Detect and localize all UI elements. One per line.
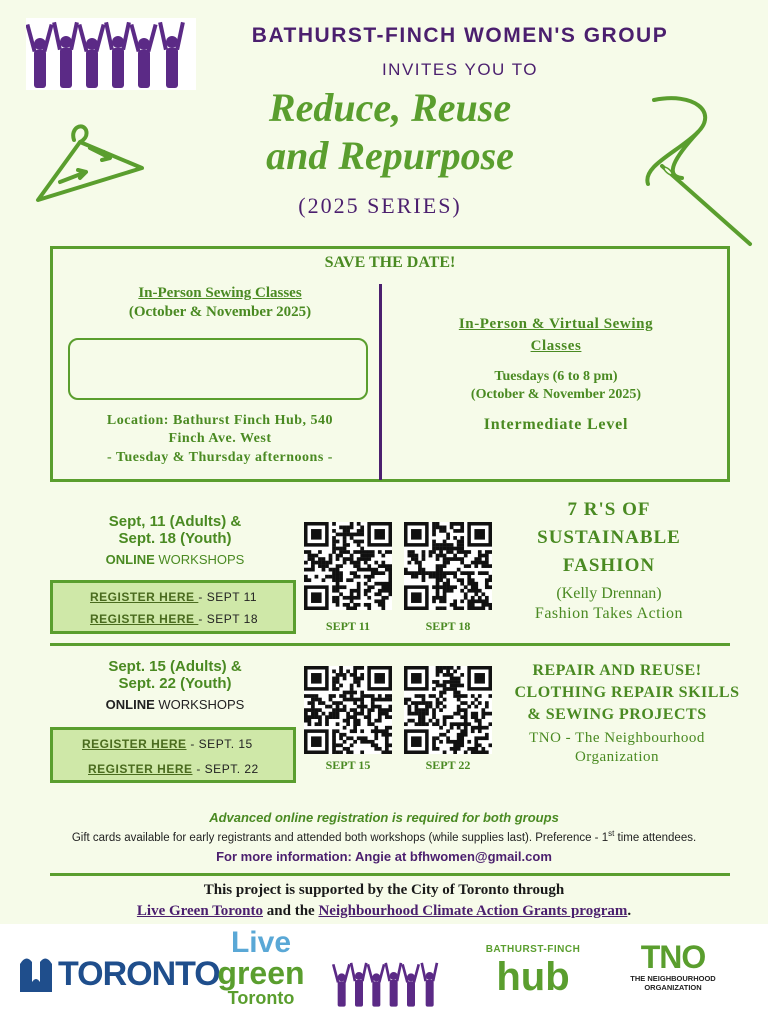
qr-code-sept11[interactable]	[304, 522, 392, 610]
toronto-city-hall-icon	[16, 950, 56, 994]
workshop1-topic-line3: FASHION	[562, 555, 656, 576]
gift-card-note-sup: st	[608, 829, 615, 838]
support-and: and the	[263, 903, 319, 919]
support-end: .	[627, 903, 632, 919]
toronto-logo-text: TORONTO	[58, 955, 220, 993]
in-person-classes-dates: (October & November 2025)	[128, 304, 312, 320]
tno-logo	[618, 940, 728, 992]
gift-card-note-a: Gift cards available for early registrants and attended both workshops (while supplies last). Preference - 1	[71, 831, 609, 844]
contact-info: For more information: Angie at bfhwomen@gmail.com	[216, 849, 552, 864]
live-green-logo	[196, 928, 326, 1008]
event-title-line1: Reduce, Reuse	[268, 85, 512, 130]
invites-text: INVITES YOU TO	[381, 60, 539, 79]
hub-logo-main: hub	[496, 955, 570, 999]
workshop2-topic-line1: REPAIR AND REUSE!	[532, 662, 702, 679]
register-sept18-button[interactable]	[90, 612, 258, 626]
workshop2-dates-line2: Sept. 22 (Youth)	[118, 675, 232, 692]
hanger-icon	[30, 118, 150, 210]
gift-card-note-b: time attendees.	[614, 831, 697, 844]
workshop2-topic-line2: CLOTHING REPAIR SKILLS	[514, 684, 740, 701]
live-green-toronto-link[interactable]: Live Green Toronto	[136, 903, 264, 919]
virtual-classes-title-line1: In-Person & Virtual Sewing	[458, 316, 654, 332]
live-green-live: Live	[230, 926, 292, 959]
workshop1-online-bold: ONLINE	[105, 552, 155, 567]
advanced-registration-note: Advanced online registration is required for both groups	[209, 810, 559, 825]
org-name: BATHURST-FINCH WOMEN'S GROUP	[251, 24, 669, 47]
live-green-toronto: Toronto	[227, 988, 295, 1008]
series-label: (2025 SERIES)	[298, 193, 462, 218]
register-sept15-button[interactable]	[82, 737, 253, 751]
tno-logo-text: TNO	[640, 939, 706, 975]
location-line2: Finch Ave. West	[168, 431, 272, 446]
workshop1-online-rest: WORKSHOPS	[154, 552, 245, 567]
workshop2-online-rest: WORKSHOPS	[154, 697, 245, 712]
register-sept11-suffix: - SEPT 11	[198, 590, 258, 604]
workshop1-topic-line2: SUSTAINABLE	[537, 527, 681, 548]
bathurst-finch-hub-logo	[478, 944, 588, 999]
needle-thread-icon	[634, 88, 756, 250]
workshop1-org: Fashion Takes Action	[534, 605, 684, 622]
section-divider-1	[50, 643, 730, 646]
levels-box	[68, 338, 368, 400]
workshop2-org-line2: Organization	[574, 749, 660, 765]
workshop2-online-label	[70, 697, 280, 712]
register-sept15-suffix: - SEPT. 15	[186, 737, 253, 751]
qr-label-sept22: SEPT 22	[425, 758, 471, 772]
workshop2-online-bold: ONLINE	[105, 697, 155, 712]
register-sept22-suffix: - SEPT. 22	[192, 762, 259, 776]
live-green-green: green	[217, 955, 305, 991]
save-the-date-heading: SAVE THE DATE!	[324, 254, 456, 271]
qr-code-sept22[interactable]	[404, 666, 492, 754]
climate-action-grants-link[interactable]: Neighbourhood Climate Action Grants program	[318, 903, 628, 919]
workshop2-topic-line3: & SEWING PROJECTS	[527, 706, 707, 723]
register-sept15-link[interactable]: REGISTER HERE	[82, 737, 187, 751]
workshop1-online-label	[70, 552, 280, 567]
register-sept11-button[interactable]	[90, 590, 257, 604]
qr-label-sept11: SEPT 11	[325, 619, 371, 633]
event-title-line2: and Repurpose	[266, 133, 514, 178]
womens-group-logo-small	[330, 960, 448, 1008]
virtual-classes-level: Intermediate Level	[483, 416, 629, 433]
support-line1: This project is supported by the City of Toronto through	[203, 882, 565, 898]
register-sept18-suffix: - SEPT 18	[198, 612, 258, 626]
qr-label-sept18: SEPT 18	[425, 619, 471, 633]
workshop1-dates-line1: Sept, 11 (Adults) &	[108, 513, 242, 530]
womens-group-logo	[26, 18, 196, 90]
section-divider-2	[50, 873, 730, 876]
location-line3: - Tuesday & Thursday afternoons -	[107, 450, 333, 465]
workshop1-topic-line1: 7 R'S OF	[567, 499, 651, 520]
workshop1-presenter: (Kelly Drennan)	[556, 585, 662, 602]
register-sept22-button[interactable]	[88, 762, 259, 776]
virtual-classes-time: Tuesdays (6 to 8 pm)	[494, 369, 618, 384]
register-sept18-link[interactable]: REGISTER HERE	[90, 612, 199, 626]
tno-logo-sub2: ORGANIZATION	[644, 983, 702, 992]
workshop2-dates-line1: Sept. 15 (Adults) &	[108, 658, 242, 675]
gift-card-note	[0, 829, 768, 844]
tno-logo-sub1: THE NEIGHBOURHOOD	[630, 974, 716, 983]
qr-code-sept15[interactable]	[304, 666, 392, 754]
qr-label-sept15: SEPT 15	[325, 758, 371, 772]
workshop2-org-line1: TNO - The Neighbourhood	[529, 730, 705, 746]
register-sept22-link[interactable]: REGISTER HERE	[88, 762, 193, 776]
virtual-classes-title-line2: Classes	[530, 338, 582, 354]
register-sept11-link[interactable]: REGISTER HERE	[90, 590, 199, 604]
location-line1: Location: Bathurst Finch Hub, 540	[106, 413, 334, 428]
hub-logo-top: BATHURST-FINCH	[485, 944, 581, 955]
in-person-classes-title: In-Person Sewing Classes	[138, 285, 302, 301]
qr-code-sept18[interactable]	[404, 522, 492, 610]
virtual-classes-dates: (October & November 2025)	[470, 387, 642, 402]
support-line2	[0, 903, 768, 920]
workshop1-dates-line2: Sept. 18 (Youth)	[118, 530, 232, 547]
